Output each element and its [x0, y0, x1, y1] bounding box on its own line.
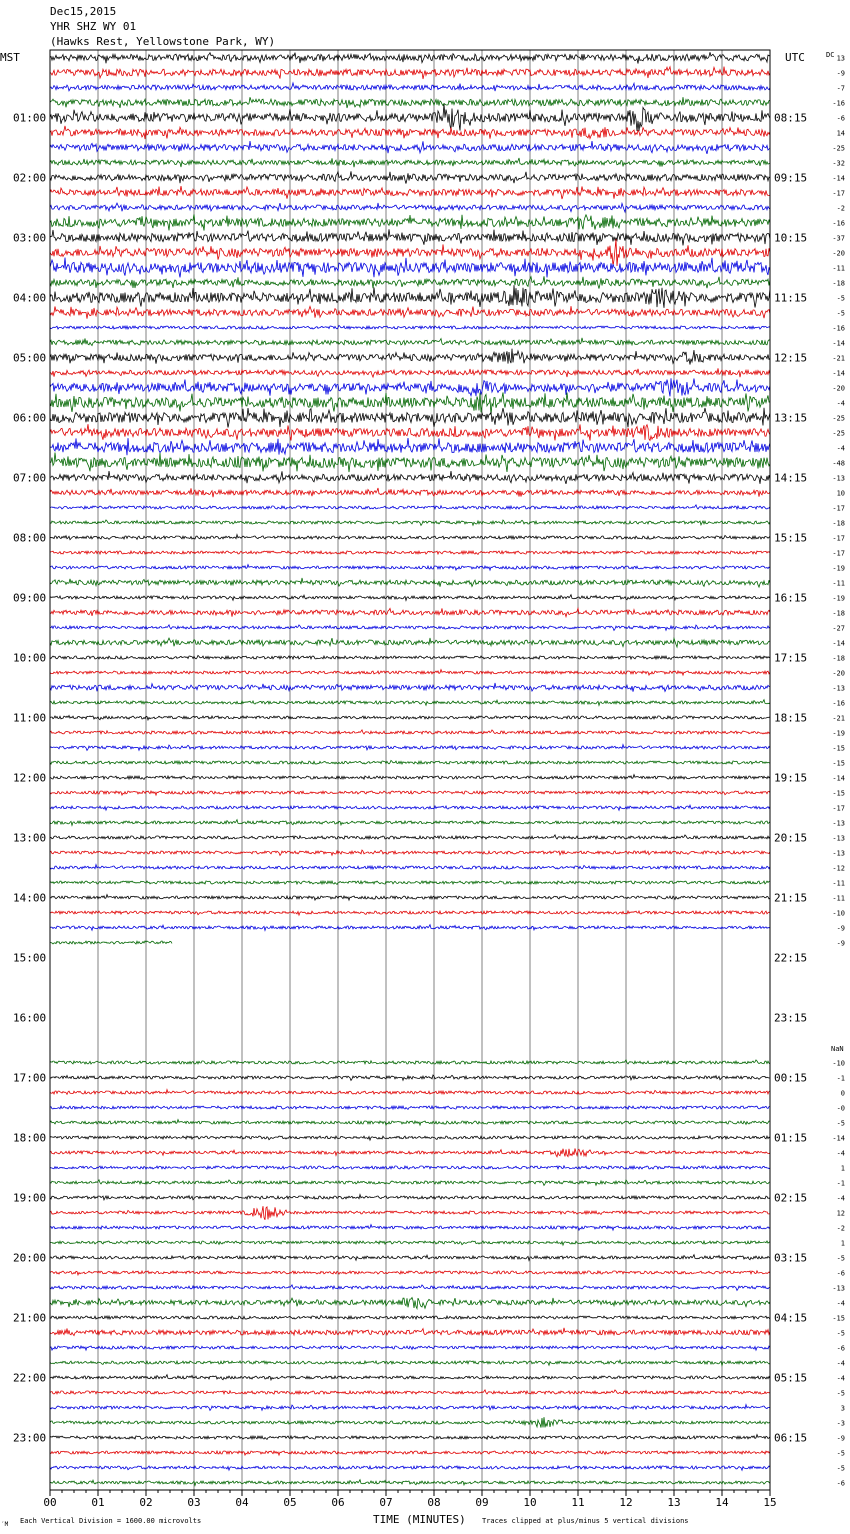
trace-row-95: [50, 1480, 770, 1486]
trace-row-20: [50, 349, 770, 365]
dc-offset-label: -4: [836, 1374, 845, 1383]
dc-offset-label: -17: [832, 504, 845, 513]
dc-offset-label: -13: [832, 849, 845, 858]
trace-row-38: [50, 625, 770, 631]
mst-hour-label: 04:00: [13, 291, 47, 305]
dc-offset-label: -17: [832, 189, 845, 198]
trace-row-1: [50, 67, 770, 80]
trace-row-89: [50, 1390, 770, 1394]
dc-offset-label: -14: [832, 639, 845, 648]
dc-offset-label: -2: [836, 1224, 845, 1233]
trace-row-92: [50, 1435, 770, 1440]
trace-row-42: [50, 683, 770, 692]
trace-row-7: [50, 158, 770, 167]
trace-row-71: [50, 1120, 770, 1126]
trace-lines: [50, 52, 770, 1485]
trace-row-46: [50, 745, 770, 751]
trace-row-56: [50, 895, 770, 901]
trace-row-75: [50, 1180, 770, 1186]
trace-row-16: [50, 285, 770, 308]
trace-row-69: [50, 1090, 770, 1095]
trace-row-94: [50, 1466, 770, 1470]
x-axis-ticks: [50, 1490, 770, 1496]
station-location: (Hawks Rest, Yellowstone Park, WY): [50, 35, 276, 48]
dc-offset-label: -4: [836, 444, 845, 453]
mst-hour-label: 02:00: [13, 171, 47, 185]
trace-row-82: [50, 1285, 770, 1291]
trace-row-79: [50, 1241, 770, 1245]
trace-row-88: [50, 1375, 770, 1380]
dc-offset-label: -13: [832, 474, 845, 483]
trace-row-29: [50, 488, 770, 497]
mst-hour-label: 09:00: [13, 591, 47, 605]
dc-offset-label: 1: [840, 1164, 845, 1173]
dc-offset-label: -10: [832, 1059, 845, 1068]
trace-row-44: [50, 716, 770, 720]
trace-row-22: [50, 378, 770, 396]
dc-offset-label: -11: [832, 579, 845, 588]
station-code: YHR SHZ WY 01: [50, 20, 137, 33]
dc-offset-label: -3: [836, 1419, 845, 1428]
trace-row-25: [50, 424, 770, 440]
x-tick-label: 06: [331, 1496, 345, 1509]
utc-hour-label: 17:15: [774, 651, 808, 665]
utc-hour-label: 19:15: [774, 771, 808, 785]
dc-offset-label: -21: [832, 354, 845, 363]
x-tick-label: 05: [283, 1496, 297, 1509]
utc-hour-label: 06:15: [774, 1431, 808, 1445]
dc-offset-label: -6: [836, 1269, 845, 1278]
dc-offset-label: -12: [832, 864, 845, 873]
trace-row-90: [50, 1405, 770, 1411]
x-tick-label: 12: [619, 1496, 633, 1509]
utc-hour-label: 11:15: [774, 291, 808, 305]
mst-hour-label: 17:00: [13, 1071, 47, 1085]
dc-offset-label: -15: [832, 744, 845, 753]
mst-hour-label: 01:00: [13, 111, 47, 125]
utc-hour-label: 15:15: [774, 531, 808, 545]
dc-offset-label: -14: [832, 174, 845, 183]
trace-row-31: [50, 520, 770, 526]
trace-row-3: [50, 97, 770, 108]
trace-row-30: [50, 505, 770, 509]
dc-offset-label: -16: [832, 219, 845, 228]
trace-row-91: [50, 1417, 770, 1427]
utc-hour-label: 05:15: [774, 1371, 808, 1385]
dc-offset-label: -5: [836, 294, 845, 303]
x-tick-label: 01: [91, 1496, 105, 1509]
trace-row-50: [50, 805, 770, 810]
x-tick-label: 09: [475, 1496, 489, 1509]
trace-row-10: [50, 203, 770, 212]
dc-offset-label: -32: [832, 159, 845, 168]
trace-row-93: [50, 1451, 770, 1455]
dc-offset-label: -13: [832, 819, 845, 828]
dc-offset-label: -4: [836, 399, 845, 408]
dc-offset-label: -16: [832, 324, 845, 333]
mst-hour-label: 14:00: [13, 891, 47, 905]
utc-hour-label: 09:15: [774, 171, 808, 185]
dc-offset-label: -7: [836, 84, 845, 93]
trace-row-49: [50, 791, 770, 795]
dc-offset-label: 14: [836, 129, 845, 138]
trace-row-23: [50, 392, 770, 415]
mst-hour-label: 13:00: [13, 831, 47, 845]
trace-row-83: [50, 1298, 770, 1309]
utc-label: UTC: [785, 51, 805, 64]
dc-offset-label: -2: [836, 204, 845, 213]
dc-offset-label: -14: [832, 1134, 845, 1143]
dc-offset-label: -10: [832, 909, 845, 918]
utc-hour-label: 20:15: [774, 831, 808, 845]
dc-offset-label: -5: [836, 1389, 845, 1398]
dc-offset-label: -13: [832, 1284, 845, 1293]
dc-offset-label: -20: [832, 249, 845, 258]
trace-row-53: [50, 850, 770, 855]
dc-offset-label: -1: [836, 1074, 845, 1083]
trace-row-85: [50, 1328, 770, 1336]
trace-row-59: [50, 941, 172, 944]
dc-offset-label: -19: [832, 729, 845, 738]
dc-offset-label: -5: [836, 1254, 845, 1263]
trace-row-18: [50, 325, 770, 329]
trace-row-80: [50, 1255, 770, 1261]
dc-offset-label: -9: [836, 1434, 845, 1443]
clip-note: Traces clipped at plus/minus 5 vertical divisions: [482, 1517, 689, 1525]
dc-offset-label: -16: [832, 699, 845, 708]
dc-offset-labels: [832, 55, 845, 1488]
trace-row-14: [50, 258, 770, 278]
trace-row-67: [50, 1060, 770, 1064]
x-tick-label: 07: [379, 1496, 393, 1509]
x-tick-label: 11: [571, 1496, 585, 1509]
x-tick-label: 03: [187, 1496, 201, 1509]
trace-row-57: [50, 911, 770, 915]
dc-offset-label: -15: [832, 759, 845, 768]
trace-row-77: [50, 1206, 770, 1220]
trace-row-26: [50, 438, 770, 455]
trace-row-74: [50, 1166, 770, 1169]
dc-offset-label: -18: [832, 654, 845, 663]
utc-hour-label: 13:15: [774, 411, 808, 425]
trace-row-48: [50, 775, 770, 780]
dc-offset-label: -48: [832, 459, 845, 468]
utc-hour-label: 00:15: [774, 1071, 808, 1085]
x-tick-label: 13: [667, 1496, 681, 1509]
utc-hour-label: 04:15: [774, 1311, 808, 1325]
dc-offset-label: -37: [832, 234, 845, 243]
dc-offset-label: -13: [832, 684, 845, 693]
trace-row-47: [50, 760, 770, 764]
dc-offset-label: -25: [832, 414, 845, 423]
x-tick-label: 00: [43, 1496, 57, 1509]
dc-offset-label: -18: [832, 609, 845, 618]
trace-row-34: [50, 565, 770, 571]
utc-hour-label: 03:15: [774, 1251, 808, 1265]
mst-hour-label: 15:00: [13, 951, 47, 965]
trace-row-4: [50, 104, 770, 131]
utc-hour-label: 22:15: [774, 951, 808, 965]
utc-hour-label: 08:15: [774, 111, 808, 125]
trace-row-55: [50, 881, 770, 884]
dc-offset-label: -14: [832, 369, 845, 378]
trace-row-6: [50, 141, 770, 154]
dc-offset-label: -25: [832, 429, 845, 438]
trace-row-68: [50, 1075, 770, 1080]
dc-offset-label: -17: [832, 804, 845, 813]
trace-row-0: [50, 52, 770, 63]
utc-hour-label: 23:15: [774, 1011, 808, 1025]
dc-offset-label: 1: [840, 1239, 845, 1248]
dc-offset-label: -13: [832, 834, 845, 843]
dc-offset-label: -5: [836, 309, 845, 318]
trace-row-21: [50, 368, 770, 377]
x-tick-labels: [43, 1496, 776, 1509]
dc-offset-label: -11: [832, 264, 845, 273]
trace-row-70: [50, 1106, 770, 1109]
trace-row-43: [50, 700, 770, 706]
trace-row-2: [50, 83, 770, 91]
trace-row-52: [50, 835, 770, 839]
trace-row-73: [50, 1149, 770, 1157]
dc-offset-label: -19: [832, 564, 845, 573]
trace-row-45: [50, 730, 770, 734]
dc-offset-label: -16: [832, 99, 845, 108]
dc-offset-label: -6: [836, 1479, 845, 1488]
dc-offset-label: -14: [832, 774, 845, 783]
dc-offset-label: -4: [836, 1194, 845, 1203]
utc-hour-label: 01:15: [774, 1131, 808, 1145]
trace-row-19: [50, 338, 770, 346]
dc-offset-label: -25: [832, 144, 845, 153]
dc-offset-label: -0: [836, 1104, 845, 1113]
x-tick-label: 02: [139, 1496, 153, 1509]
dc-offset-label: -4: [836, 1359, 845, 1368]
mst-hour-label: 07:00: [13, 471, 47, 485]
mst-hour-label: 10:00: [13, 651, 47, 665]
utc-hour-label: 12:15: [774, 351, 808, 365]
utc-hour-label: 14:15: [774, 471, 808, 485]
dc-offset-label: -5: [836, 1464, 845, 1473]
dc-offset-label: -15: [832, 1314, 845, 1323]
mst-hour-label: 21:00: [13, 1311, 47, 1325]
dc-offset-label: -6: [836, 1344, 845, 1353]
trace-row-28: [50, 471, 770, 484]
dc-offset-label: -14: [832, 339, 845, 348]
dc-offset-label: -11: [832, 894, 845, 903]
trace-row-84: [50, 1315, 770, 1319]
trace-row-5: [50, 126, 770, 139]
trace-row-13: [50, 239, 770, 266]
trace-row-27: [50, 453, 770, 473]
trace-row-78: [50, 1225, 770, 1231]
dc-offset-label: -9: [836, 69, 845, 78]
mst-hour-label: 18:00: [13, 1131, 47, 1145]
trace-row-17: [50, 306, 770, 319]
mst-hour-label: 05:00: [13, 351, 47, 365]
dc-offset-label: -15: [832, 789, 845, 798]
trace-row-37: [50, 608, 770, 616]
x-axis-label: TIME (MINUTES): [373, 1513, 466, 1526]
dc-offset-label: -11: [832, 879, 845, 888]
corner-mark: ′M: [1, 1521, 9, 1528]
utc-hour-label: 10:15: [774, 231, 808, 245]
utc-hour-label: 18:15: [774, 711, 808, 725]
mst-hour-label: 08:00: [13, 531, 47, 545]
dc-offset-label: 10: [836, 489, 845, 498]
dc-offset-label: 3: [840, 1404, 845, 1413]
trace-row-51: [50, 820, 770, 826]
trace-row-24: [50, 408, 770, 428]
trace-row-33: [50, 551, 770, 554]
trace-row-11: [50, 214, 770, 230]
mst-hour-label: 19:00: [13, 1191, 47, 1205]
utc-hour-label: 21:15: [774, 891, 808, 905]
dc-offset-label: -20: [832, 669, 845, 678]
dc-offset-label: -5: [836, 1449, 845, 1458]
dc-offset-label: -5: [836, 1119, 845, 1128]
mst-hour-label: 23:00: [13, 1431, 47, 1445]
dc-offset-label: -19: [832, 594, 845, 603]
mst-label: MST: [0, 51, 20, 64]
mst-hour-label: 06:00: [13, 411, 47, 425]
x-tick-label: 15: [763, 1496, 777, 1509]
dc-offset-label: -20: [832, 384, 845, 393]
trace-row-41: [50, 670, 770, 676]
trace-row-32: [50, 535, 770, 540]
mst-hour-label: 16:00: [13, 1011, 47, 1025]
dc-offset-label: -1: [836, 1179, 845, 1188]
trace-row-39: [50, 638, 770, 647]
x-tick-label: 10: [523, 1496, 537, 1509]
trace-row-12: [50, 229, 770, 245]
dc-offset-label: -17: [832, 534, 845, 543]
trace-row-15: [50, 276, 770, 288]
dc-offset-label: -4: [836, 1149, 845, 1158]
mst-hour-label: 20:00: [13, 1251, 47, 1265]
scale-note: Each Vertical Division = 1600.00 microvolts: [20, 1517, 202, 1525]
dc-offset-label: 13: [836, 54, 845, 63]
plot-date: Dec15,2015: [50, 5, 117, 18]
trace-row-87: [50, 1360, 770, 1365]
trace-row-76: [50, 1195, 770, 1200]
x-tick-label: 04: [235, 1496, 249, 1509]
trace-row-40: [50, 655, 770, 659]
dc-offset-label: -17: [832, 549, 845, 558]
dc-offset-label: -27: [832, 624, 845, 633]
dc-offset-label: 12: [836, 1209, 845, 1218]
mst-hour-label: 11:00: [13, 711, 47, 725]
trace-row-8: [50, 171, 770, 183]
dc-offset-label: -5: [836, 1329, 845, 1338]
x-tick-label: 08: [427, 1496, 441, 1509]
utc-hour-label: 16:15: [774, 591, 808, 605]
trace-row-58: [50, 925, 770, 931]
dc-label-bottom: NaN: [831, 1045, 844, 1053]
trace-row-35: [50, 578, 770, 587]
mst-hour-label: 22:00: [13, 1371, 47, 1385]
dc-offset-label: -21: [832, 714, 845, 723]
trace-row-86: [50, 1346, 770, 1350]
dc-offset-label: -18: [832, 279, 845, 288]
dc-offset-label: -4: [836, 1299, 845, 1308]
dc-offset-label: -6: [836, 114, 845, 123]
mst-hour-label: 12:00: [13, 771, 47, 785]
mst-hour-label: 03:00: [13, 231, 47, 245]
dc-label-top: DC: [826, 51, 835, 59]
trace-row-72: [50, 1136, 770, 1140]
utc-hour-label: 02:15: [774, 1191, 808, 1205]
dc-offset-label: -9: [836, 924, 845, 933]
trace-row-54: [50, 865, 770, 869]
dc-offset-label: 0: [840, 1089, 845, 1098]
dc-offset-label: -18: [832, 519, 845, 528]
trace-row-81: [50, 1271, 770, 1275]
x-tick-label: 14: [715, 1496, 729, 1509]
trace-row-9: [50, 186, 770, 199]
trace-row-36: [50, 595, 770, 601]
dc-offset-label: -9: [836, 939, 845, 948]
